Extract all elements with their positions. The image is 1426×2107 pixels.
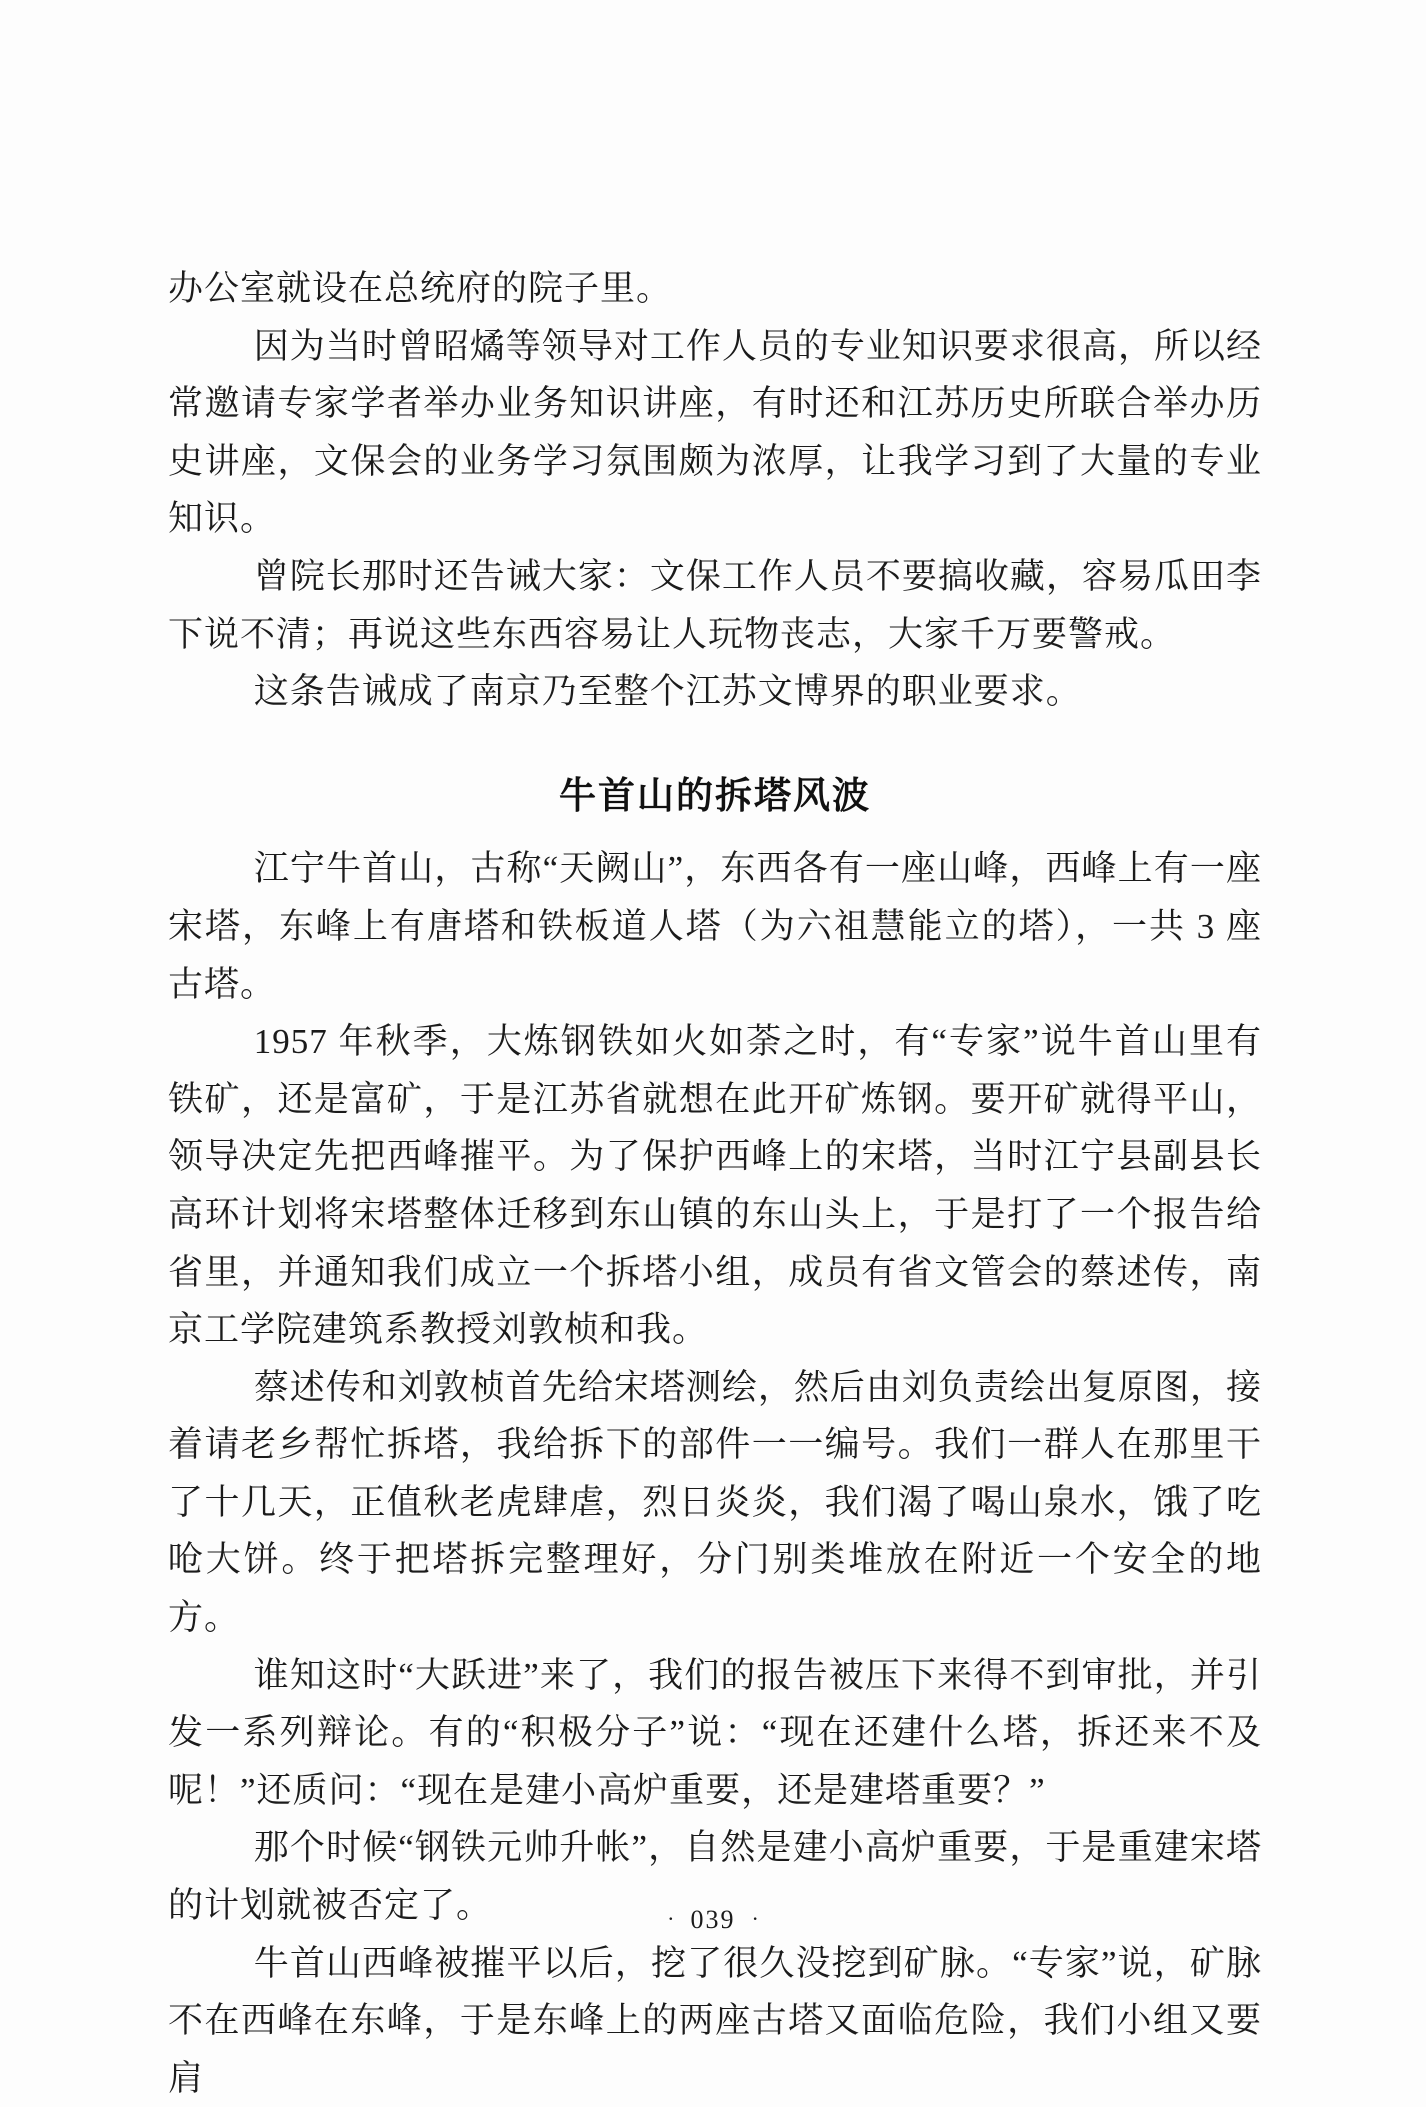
paragraph: 因为当时曾昭燏等领导对工作人员的专业知识要求很高，所以经常邀请专家学者举办业务知识讲座，有时还和江苏历史所联合举办历史讲座，文保会的业务学习氛围颇为浓厚，让我学习到了大量的专业知识。: [168, 326, 1262, 539]
paragraph: 牛首山西峰被摧平以后，挖了很久没挖到矿脉。“专家”说，矿脉不在西峰在东峰，于是东峰上的两座古塔又面临危险，我们小组又要肩: [168, 1943, 1262, 2098]
paragraph: 1957 年秋季，大炼钢铁如火如荼之时，有“专家”说牛首山里有铁矿，还是富矿，于是江苏省就想在此开矿炼钢。要开矿就得平山，领导决定先把西峰摧平。为了保护西峰上的宋塔，当时江宁县副县长高环计划将宋塔整体迁移到东山镇的东山头上，于是打了一个报告给省里，并通知我们成立一个拆塔小组，成员有省文管会的蔡述传，南京工学院建筑系教授刘敦桢和我。: [168, 1022, 1262, 1350]
section-heading: 牛首山的拆塔风波: [559, 774, 871, 816]
paragraph: 那个时候“钢铁元帅升帐”，自然是建小高炉重要，于是重建宋塔的计划就被否定了。: [168, 1828, 1262, 1926]
paragraph: 谁知这时“大跃进”来了，我们的报告被压下来得不到审批，并引发一系列辩论。有的“积极分子”说：“现在还建什么塔，拆还来不及呢！”还质问：“现在是建小高炉重要，还是建塔重要？”: [168, 1655, 1262, 1810]
paragraph: 办公室就设在总统府的院子里。: [168, 269, 673, 308]
footer-dot-right: ·: [751, 1906, 759, 1931]
paragraph: 蔡述传和刘敦桢首先给宋塔测绘，然后由刘负责绘出复原图，接着请老乡帮忙拆塔，我给拆下的部件一一编号。我们一群人在那里干了十几天，正值秋老虎肆虐，烈日炎炎，我们渴了喝山泉水，饿了吃呛大饼。终于把塔拆完整理好，分门别类堆放在附近一个安全的地方。: [168, 1367, 1262, 1638]
paragraph: 这条告诫成了南京乃至整个江苏文博界的职业要求。: [253, 672, 1082, 712]
footer-dot-left: ·: [667, 1906, 675, 1931]
page-number: 039: [690, 1905, 736, 1934]
paragraph: 江宁牛首山，古称“天阙山”，东西各有一座山峰，西峰上有一座宋塔，东峰上有唐塔和铁板道人塔（为六祖慧能立的塔），一共 3 座古塔。: [168, 849, 1262, 1004]
paragraph: 曾院长那时还告诫大家：文保工作人员不要搞收藏，容易瓜田李下说不清；再说这些东西容易让人玩物丧志，大家千万要警戒。: [168, 556, 1262, 654]
text-block: [168, 260, 1262, 2107]
page-footer: [0, 1905, 1426, 1935]
